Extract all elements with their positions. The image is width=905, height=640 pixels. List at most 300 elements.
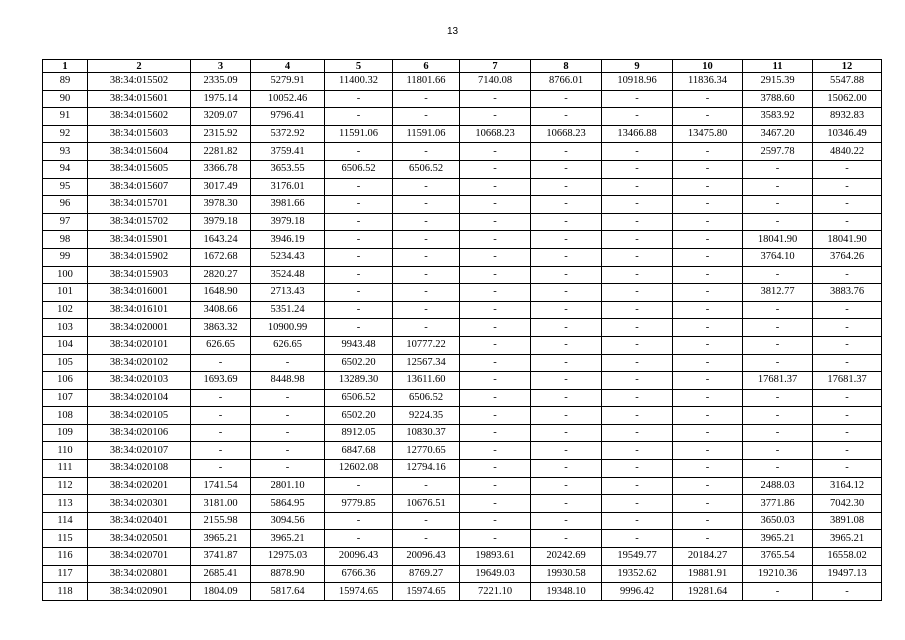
column-header: 7	[460, 60, 531, 73]
table-cell: 5234.43	[251, 248, 325, 266]
table-cell: -	[251, 354, 325, 372]
table-cell: 2801.10	[251, 477, 325, 495]
table-cell: 8769.27	[393, 565, 460, 583]
table-cell: -	[673, 372, 743, 390]
table-row	[43, 354, 882, 372]
table-row	[43, 442, 882, 460]
table-cell: -	[602, 143, 673, 161]
table-cell: -	[813, 196, 882, 214]
table-row	[43, 407, 882, 425]
table-cell: 10668.23	[531, 125, 602, 143]
table-cell: -	[813, 160, 882, 178]
table-cell: -	[325, 248, 393, 266]
table-cell: 3883.76	[813, 284, 882, 302]
table-cell: 3764.10	[743, 248, 813, 266]
table-cell: 3583.92	[743, 108, 813, 126]
table-cell: 113	[43, 495, 88, 513]
table-cell: 12975.03	[251, 548, 325, 566]
table-cell: 38:34:015701	[88, 196, 191, 214]
table-cell: 10918.96	[602, 73, 673, 91]
table-cell: -	[602, 248, 673, 266]
table-cell: -	[325, 319, 393, 337]
table-cell: -	[393, 530, 460, 548]
table-cell: -	[460, 266, 531, 284]
table-cell: -	[743, 442, 813, 460]
table-cell: 6506.52	[325, 160, 393, 178]
table-cell: 97	[43, 213, 88, 231]
table-cell: -	[325, 231, 393, 249]
table-cell: -	[393, 196, 460, 214]
table-cell: 3765.54	[743, 548, 813, 566]
table-cell: -	[673, 196, 743, 214]
table-row	[43, 512, 882, 530]
table-cell: -	[325, 108, 393, 126]
table-cell: -	[813, 319, 882, 337]
table-cell: 12602.08	[325, 460, 393, 478]
table-cell: 102	[43, 301, 88, 319]
table-cell: 103	[43, 319, 88, 337]
table-cell: 3759.41	[251, 143, 325, 161]
table-row	[43, 424, 882, 442]
table-cell: 3764.26	[813, 248, 882, 266]
table-cell: 3965.21	[251, 530, 325, 548]
table-cell: -	[813, 266, 882, 284]
table-cell: -	[531, 424, 602, 442]
table-cell: 3741.87	[191, 548, 251, 566]
table-row	[43, 73, 882, 91]
table-cell: -	[602, 301, 673, 319]
table-cell: -	[743, 583, 813, 601]
table-cell: 117	[43, 565, 88, 583]
table-cell: -	[251, 460, 325, 478]
table-cell: -	[531, 407, 602, 425]
table-cell: 3653.55	[251, 160, 325, 178]
table-cell: -	[602, 354, 673, 372]
table-cell: 7221.10	[460, 583, 531, 601]
table-cell: -	[393, 248, 460, 266]
header-row	[43, 60, 882, 73]
table-row	[43, 495, 882, 513]
table-cell: -	[813, 336, 882, 354]
table-cell: 3863.32	[191, 319, 251, 337]
table-cell: 106	[43, 372, 88, 390]
table-cell: -	[460, 424, 531, 442]
table-cell: 3812.77	[743, 284, 813, 302]
table-cell: 12794.16	[393, 460, 460, 478]
table-cell: -	[813, 460, 882, 478]
table-cell: 1643.24	[191, 231, 251, 249]
table-cell: 6506.52	[393, 160, 460, 178]
table-cell: 6847.68	[325, 442, 393, 460]
table-cell: 20096.43	[393, 548, 460, 566]
table-cell: -	[673, 477, 743, 495]
table-cell: -	[531, 477, 602, 495]
table-cell: -	[673, 301, 743, 319]
table-cell: -	[191, 460, 251, 478]
page-number: 13	[446, 26, 459, 37]
table-cell: 3891.08	[813, 512, 882, 530]
table-cell: 8912.05	[325, 424, 393, 442]
table-row	[43, 248, 882, 266]
table-cell: 7140.08	[460, 73, 531, 91]
table-cell: -	[460, 336, 531, 354]
table-cell: -	[602, 108, 673, 126]
table-cell: 2315.92	[191, 125, 251, 143]
table-cell: 11591.06	[325, 125, 393, 143]
table-cell: -	[743, 407, 813, 425]
table-cell: -	[602, 512, 673, 530]
table-cell: 19881.91	[673, 565, 743, 583]
table-cell: -	[531, 178, 602, 196]
table-cell: 11400.32	[325, 73, 393, 91]
table-cell: -	[673, 442, 743, 460]
table-cell: 19281.64	[673, 583, 743, 601]
table-cell: -	[251, 389, 325, 407]
table-cell: 20096.43	[325, 548, 393, 566]
table-cell: 19497.13	[813, 565, 882, 583]
column-header: 6	[393, 60, 460, 73]
table-cell: 2281.82	[191, 143, 251, 161]
table-row	[43, 565, 882, 583]
table-cell: -	[673, 231, 743, 249]
table-cell: 5279.91	[251, 73, 325, 91]
table-cell: -	[602, 424, 673, 442]
table-row	[43, 125, 882, 143]
table-cell: 111	[43, 460, 88, 478]
table-header	[43, 60, 882, 73]
table-cell: -	[325, 213, 393, 231]
table-cell: 1693.69	[191, 372, 251, 390]
table-cell: 3408.66	[191, 301, 251, 319]
table-cell: -	[673, 90, 743, 108]
table-cell: -	[325, 284, 393, 302]
table-cell: -	[813, 583, 882, 601]
table-cell: 101	[43, 284, 88, 302]
table-cell: 13466.88	[602, 125, 673, 143]
column-header: 3	[191, 60, 251, 73]
table-cell: 109	[43, 424, 88, 442]
table-cell: 2685.41	[191, 565, 251, 583]
table-cell: 11801.66	[393, 73, 460, 91]
table-cell: 1648.90	[191, 284, 251, 302]
table-cell: 38:34:020102	[88, 354, 191, 372]
table-cell: -	[673, 143, 743, 161]
table-cell: -	[531, 354, 602, 372]
table-cell: -	[813, 178, 882, 196]
table-cell: -	[743, 178, 813, 196]
table-row	[43, 583, 882, 601]
table-cell: 15974.65	[325, 583, 393, 601]
table-cell: -	[460, 213, 531, 231]
table-cell: -	[673, 266, 743, 284]
table-cell: 12567.34	[393, 354, 460, 372]
table-cell: 38:34:020901	[88, 583, 191, 601]
table-cell: 38:34:020108	[88, 460, 191, 478]
table-cell: -	[602, 284, 673, 302]
table-cell: 38:34:015602	[88, 108, 191, 126]
table-row	[43, 160, 882, 178]
table-cell: -	[673, 178, 743, 196]
table-cell: -	[191, 442, 251, 460]
table-cell: -	[602, 530, 673, 548]
column-header: 4	[251, 60, 325, 73]
table-cell: 8932.83	[813, 108, 882, 126]
table-cell: 38:34:015601	[88, 90, 191, 108]
table-cell: -	[325, 178, 393, 196]
table-cell: 92	[43, 125, 88, 143]
table-row	[43, 284, 882, 302]
table-cell: 15974.65	[393, 583, 460, 601]
table-cell: 6506.52	[325, 389, 393, 407]
table-cell: 95	[43, 178, 88, 196]
table-cell: -	[531, 196, 602, 214]
table-cell: 38:34:020501	[88, 530, 191, 548]
table-cell: 8766.01	[531, 73, 602, 91]
table-cell: -	[673, 108, 743, 126]
table-cell: -	[602, 389, 673, 407]
table-cell: -	[602, 477, 673, 495]
table-cell: 3094.56	[251, 512, 325, 530]
table-cell: -	[325, 301, 393, 319]
table-cell: -	[531, 512, 602, 530]
table-cell: 38:34:020201	[88, 477, 191, 495]
table-cell: -	[393, 108, 460, 126]
table-cell: -	[673, 336, 743, 354]
table-cell: -	[673, 160, 743, 178]
table-cell: -	[460, 460, 531, 478]
table-cell: 20184.27	[673, 548, 743, 566]
table-cell: 7042.30	[813, 495, 882, 513]
table-cell: 38:34:020101	[88, 336, 191, 354]
table-cell: -	[460, 389, 531, 407]
table-cell: -	[602, 160, 673, 178]
table-cell: -	[743, 354, 813, 372]
table-cell: 3209.07	[191, 108, 251, 126]
table-cell: 5864.95	[251, 495, 325, 513]
table-cell: -	[460, 196, 531, 214]
table-cell: -	[602, 407, 673, 425]
table-cell: 2335.09	[191, 73, 251, 91]
table-cell: 8448.98	[251, 372, 325, 390]
table-cell: -	[531, 460, 602, 478]
table-cell: 16558.02	[813, 548, 882, 566]
table-cell: 104	[43, 336, 88, 354]
table-cell: 1741.54	[191, 477, 251, 495]
table-cell: 12770.65	[393, 442, 460, 460]
table-cell: 91	[43, 108, 88, 126]
table-cell: -	[743, 196, 813, 214]
table-row	[43, 231, 882, 249]
table-cell: -	[460, 301, 531, 319]
table-cell: 112	[43, 477, 88, 495]
table-cell: -	[393, 90, 460, 108]
table-cell: 13611.60	[393, 372, 460, 390]
table-cell: -	[673, 495, 743, 513]
table-cell: -	[743, 424, 813, 442]
table-cell: 38:34:020104	[88, 389, 191, 407]
table-cell: 38:34:016001	[88, 284, 191, 302]
table-cell: 2597.78	[743, 143, 813, 161]
table-cell: -	[673, 248, 743, 266]
table-row	[43, 389, 882, 407]
table-cell: 10777.22	[393, 336, 460, 354]
table-cell: 9943.48	[325, 336, 393, 354]
table-cell: 38:34:020106	[88, 424, 191, 442]
table-cell: 4840.22	[813, 143, 882, 161]
table-cell: 3965.21	[191, 530, 251, 548]
table-cell: 38:34:015901	[88, 231, 191, 249]
table-cell: 38:34:020801	[88, 565, 191, 583]
table-cell: 6502.20	[325, 407, 393, 425]
table-cell: 5372.92	[251, 125, 325, 143]
table-cell: 19348.10	[531, 583, 602, 601]
table-row	[43, 477, 882, 495]
table-cell: -	[393, 143, 460, 161]
table-cell: -	[673, 424, 743, 442]
table-cell: 17681.37	[743, 372, 813, 390]
table-cell: 10052.46	[251, 90, 325, 108]
table-cell: 105	[43, 354, 88, 372]
table-cell: 110	[43, 442, 88, 460]
table-cell: 3788.60	[743, 90, 813, 108]
table-cell: -	[673, 460, 743, 478]
table-cell: 100	[43, 266, 88, 284]
table-cell: -	[393, 231, 460, 249]
table-cell: -	[602, 495, 673, 513]
table-cell: -	[460, 178, 531, 196]
table-cell: -	[673, 319, 743, 337]
table-cell: -	[531, 284, 602, 302]
table-cell: 5547.88	[813, 73, 882, 91]
table-cell: -	[531, 90, 602, 108]
column-header: 2	[88, 60, 191, 73]
table-cell: -	[325, 196, 393, 214]
table-cell: 38:34:020103	[88, 372, 191, 390]
table-cell: -	[191, 407, 251, 425]
table-cell: 3467.20	[743, 125, 813, 143]
table-cell: 38:34:015903	[88, 266, 191, 284]
table-cell: -	[393, 477, 460, 495]
table-cell: -	[602, 319, 673, 337]
table-cell: 38:34:020701	[88, 548, 191, 566]
table-cell: 626.65	[251, 336, 325, 354]
table-cell: -	[460, 248, 531, 266]
table-cell: 38:34:020107	[88, 442, 191, 460]
table-row	[43, 90, 882, 108]
table-cell: 3181.00	[191, 495, 251, 513]
table-cell: 19549.77	[602, 548, 673, 566]
table-cell: 3981.66	[251, 196, 325, 214]
table-cell: -	[460, 231, 531, 249]
table-cell: -	[460, 319, 531, 337]
table-cell: 2155.98	[191, 512, 251, 530]
table-cell: -	[743, 266, 813, 284]
table-cell: -	[743, 319, 813, 337]
table-row	[43, 108, 882, 126]
table-row	[43, 460, 882, 478]
table-cell: 10676.51	[393, 495, 460, 513]
table-cell: 8878.90	[251, 565, 325, 583]
table-cell: 3366.78	[191, 160, 251, 178]
table-cell: 19649.03	[460, 565, 531, 583]
table-cell: 96	[43, 196, 88, 214]
table-cell: -	[460, 512, 531, 530]
table-cell: -	[393, 301, 460, 319]
table-row	[43, 178, 882, 196]
table-cell: 38:34:020401	[88, 512, 191, 530]
table-cell: -	[251, 442, 325, 460]
table-cell: -	[602, 460, 673, 478]
table-cell: -	[743, 460, 813, 478]
table-cell: -	[531, 231, 602, 249]
table-cell: -	[325, 477, 393, 495]
table-cell: -	[602, 196, 673, 214]
table-cell: 115	[43, 530, 88, 548]
table-cell: -	[251, 407, 325, 425]
table-row	[43, 266, 882, 284]
table-cell: 17681.37	[813, 372, 882, 390]
table-cell: -	[743, 336, 813, 354]
table-cell: -	[325, 530, 393, 548]
table-cell: -	[393, 512, 460, 530]
table-cell: -	[531, 336, 602, 354]
table-cell: -	[325, 512, 393, 530]
column-header: 9	[602, 60, 673, 73]
table-cell: 19930.58	[531, 565, 602, 583]
table-cell: -	[393, 213, 460, 231]
table-cell: -	[602, 178, 673, 196]
table-cell: 3978.30	[191, 196, 251, 214]
table-cell: -	[531, 389, 602, 407]
table-cell: -	[460, 530, 531, 548]
table-cell: 38:34:020105	[88, 407, 191, 425]
table-cell: 3771.86	[743, 495, 813, 513]
table-row	[43, 530, 882, 548]
table-cell: -	[460, 442, 531, 460]
table-row	[43, 548, 882, 566]
table-cell: -	[531, 143, 602, 161]
table-cell: 90	[43, 90, 88, 108]
table-cell: 11836.34	[673, 73, 743, 91]
table-cell: -	[531, 213, 602, 231]
table-cell: 6506.52	[393, 389, 460, 407]
table-cell: 38:34:020001	[88, 319, 191, 337]
table-cell: -	[460, 143, 531, 161]
table-cell: -	[813, 213, 882, 231]
table-cell: -	[393, 178, 460, 196]
table-cell: 98	[43, 231, 88, 249]
table-cell: -	[460, 407, 531, 425]
table-cell: -	[602, 266, 673, 284]
table-cell: 38:34:016101	[88, 301, 191, 319]
table-cell: 3017.49	[191, 178, 251, 196]
table-cell: 9996.42	[602, 583, 673, 601]
table-cell: -	[460, 477, 531, 495]
column-header: 12	[813, 60, 882, 73]
table-cell: -	[460, 284, 531, 302]
table-cell: 94	[43, 160, 88, 178]
table-cell: 38:34:015603	[88, 125, 191, 143]
column-header: 1	[43, 60, 88, 73]
table-cell: -	[393, 284, 460, 302]
table-cell: -	[393, 319, 460, 337]
table-cell: 11591.06	[393, 125, 460, 143]
table-row	[43, 143, 882, 161]
table-cell: 38:34:015902	[88, 248, 191, 266]
table-cell: 9779.85	[325, 495, 393, 513]
table-cell: -	[191, 389, 251, 407]
table-cell: -	[531, 495, 602, 513]
